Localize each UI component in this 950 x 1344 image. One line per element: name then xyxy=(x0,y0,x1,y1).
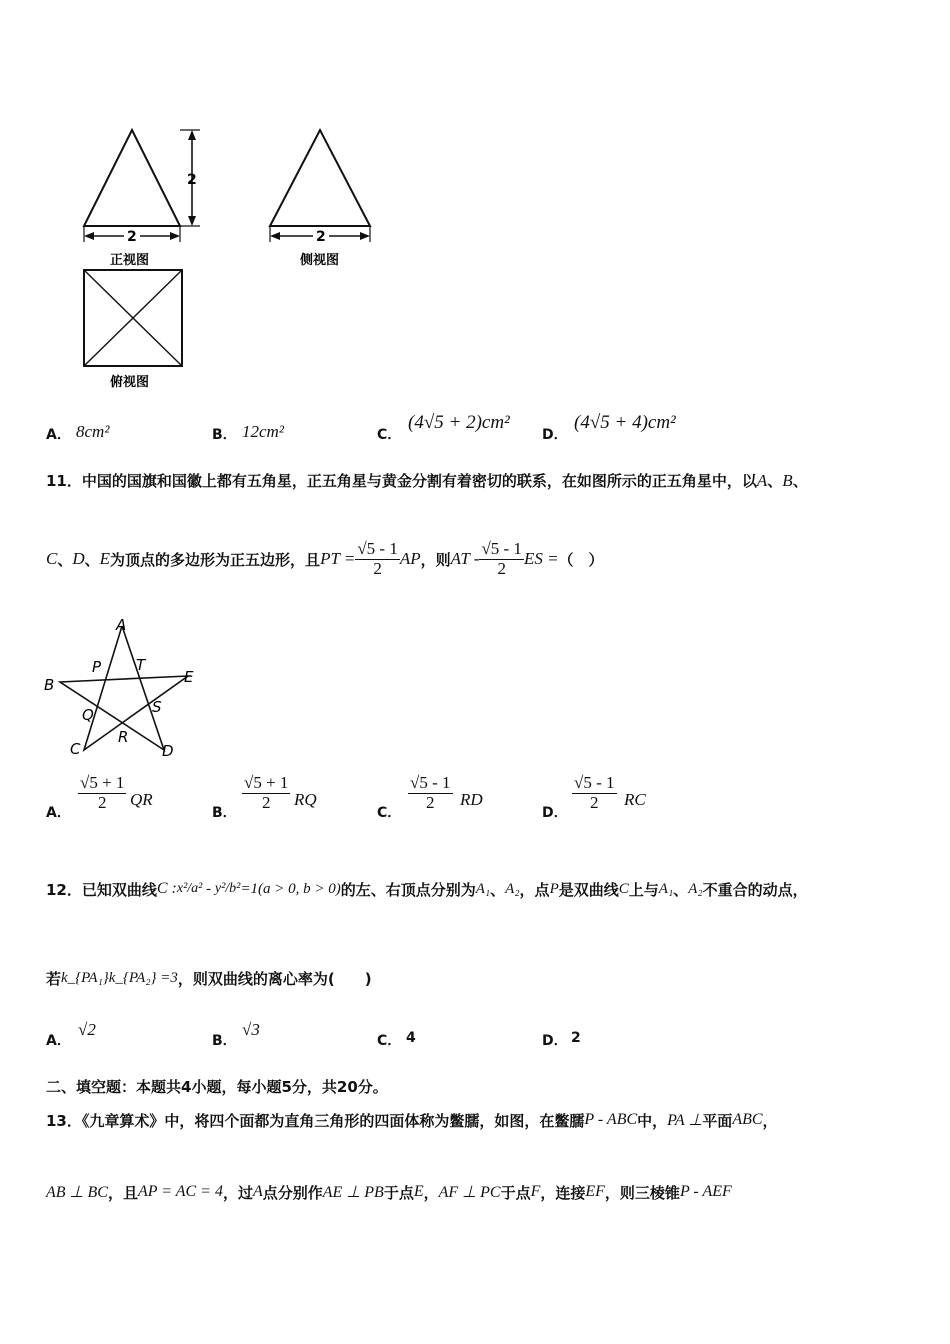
q12-option-b-label[interactable]: B． xyxy=(212,1033,237,1049)
q12-text5: 上与 xyxy=(628,880,659,899)
q12-line2 xyxy=(46,960,372,996)
q11-vec-rhs: ES = xyxy=(523,549,559,568)
q12-c: C xyxy=(618,880,629,897)
q13-text8: 于点 xyxy=(383,1183,414,1202)
q12-curve-name: C : xyxy=(156,880,177,897)
q12-a2b: A₂ xyxy=(688,880,703,897)
q11-option-a-vec: QR xyxy=(130,790,153,809)
star-label-s: S xyxy=(152,698,162,716)
q12-option-c-label[interactable]: C． xyxy=(377,1033,402,1049)
q11-option-d-label[interactable]: D． xyxy=(542,805,568,821)
q10-option-c-label[interactable]: C． xyxy=(377,427,402,443)
q12-p: P xyxy=(549,880,559,897)
q11-option-d-frac xyxy=(572,774,617,812)
star-label-c: C xyxy=(70,740,81,758)
q12-text6: 不重合的动点， xyxy=(702,880,808,899)
section-heading: 二、填空题：本题共4小题，每小题5分，共20分。 xyxy=(46,1078,388,1096)
q11-sep: 、 xyxy=(767,472,783,490)
q13-pa-perp: PA ⊥ xyxy=(667,1112,703,1129)
q10-option-c-value: (4√5 + 2)cm² xyxy=(408,412,510,433)
q11-point-b: B xyxy=(782,471,793,490)
q12-text2: 的左、右顶点分别为 xyxy=(340,880,476,899)
q11-line1 xyxy=(46,470,808,491)
q11-option-a-num: √5 + 1 xyxy=(80,773,125,792)
q11-vec-frac-num: √5 - 1 xyxy=(481,538,522,558)
q11-vec-fraction xyxy=(479,540,524,578)
pentagram-figure xyxy=(40,614,210,764)
q12-option-d-value: 2 xyxy=(571,1030,581,1046)
q12-option-a-label[interactable]: A． xyxy=(46,1033,71,1049)
q13-text1: 13．《九章算术》中，将四个面都为直角三角形的四面体称为鳖臑，如图，在鳖臑 xyxy=(46,1111,585,1130)
q10-option-b-label[interactable]: B． xyxy=(212,427,237,443)
q11-point-d: D xyxy=(72,549,85,568)
q13-f-point: F xyxy=(530,1183,541,1200)
q12-text4: 是双曲线 xyxy=(558,880,619,899)
q11-line2 xyxy=(46,534,604,584)
q11-option-b-vec: RQ xyxy=(294,790,317,809)
side-width-dimension: 2 xyxy=(316,229,326,245)
three-view-figure xyxy=(70,118,390,398)
q11-options xyxy=(46,770,906,826)
q13-text3: 平面 xyxy=(702,1111,733,1130)
q13-text2: 中， xyxy=(637,1111,668,1130)
front-view-label: 正视图 xyxy=(110,253,150,268)
star-label-e: E xyxy=(184,668,194,686)
q11-option-d-num: √5 - 1 xyxy=(574,773,615,792)
q13-ae-perp: AE ⊥ PB xyxy=(322,1184,384,1201)
q13-text10: 于点 xyxy=(500,1183,531,1202)
q13-text7: 点分别作 xyxy=(262,1183,323,1202)
q11-option-d-den: 2 xyxy=(590,792,599,812)
q10-options xyxy=(46,410,906,446)
q12-k-expr: k_{PA₁}k_{PA₂} =3 xyxy=(61,969,178,986)
q11-point-c: C xyxy=(46,549,58,568)
q10-option-d-label[interactable]: D． xyxy=(542,427,568,443)
q11-sep: 、 xyxy=(792,472,808,490)
star-label-p: P xyxy=(92,658,102,676)
q11-vec-lhs: AT - xyxy=(450,549,480,568)
q11-sep: 、 xyxy=(84,550,100,569)
q10-option-b-value: 12cm² xyxy=(242,422,284,441)
front-view-triangle xyxy=(84,130,180,226)
q11-option-a-frac xyxy=(78,774,126,812)
q11-option-c-num: √5 - 1 xyxy=(410,773,451,792)
q11-option-d-vec: RC xyxy=(624,790,646,809)
q13-text4: ， xyxy=(762,1111,778,1130)
q12-text1: 12．已知双曲线 xyxy=(46,880,157,899)
q11-point-e: E xyxy=(99,549,111,568)
q13-a-point: A xyxy=(252,1183,263,1200)
q13-paef: P - AEF xyxy=(679,1183,732,1200)
q11-option-b-num: √5 + 1 xyxy=(244,773,289,792)
q13-abc: ABC xyxy=(732,1111,763,1128)
q12-eq-tail: =1(a > 0, b > 0) xyxy=(240,880,341,897)
q11-frac-den: 2 xyxy=(373,558,382,578)
q11-option-b-frac xyxy=(242,774,290,812)
q11-golden-fraction xyxy=(355,540,400,578)
star-label-r: R xyxy=(118,728,129,746)
q11-vec-frac-den: 2 xyxy=(497,558,506,578)
q11-sep: 、 xyxy=(57,550,73,569)
q11-pt-eq-lhs: PT = xyxy=(320,549,356,568)
q11-pt-eq-rhs: AP xyxy=(399,549,421,568)
q13-text5: ，且 xyxy=(107,1183,138,1202)
q11-point-a: A xyxy=(756,471,768,490)
q12-text8: ，则双曲线的离心率为( ) xyxy=(177,969,372,988)
q12-a1: A₁ xyxy=(475,880,491,897)
q12-a1b: A₁ xyxy=(658,880,674,897)
q12-option-a-value: √2 xyxy=(78,1020,96,1039)
q12-options xyxy=(46,1014,906,1050)
q11-option-c-vec: RD xyxy=(460,790,483,809)
q11-option-b-den: 2 xyxy=(261,792,271,812)
side-view-triangle xyxy=(270,130,370,226)
q12-option-b-value: √3 xyxy=(242,1020,260,1039)
q11-text3: ，则 xyxy=(420,550,451,569)
q13-ef: EF xyxy=(585,1183,605,1200)
front-width-dimension: 2 xyxy=(127,229,137,245)
q11-option-b-label[interactable]: B． xyxy=(212,805,237,821)
q13-text9: ， xyxy=(423,1183,439,1202)
q11-stem-text: 11．中国的国旗和国徽上都有五角星，正五角星与黄金分割有着密切的联系，在如图所示的正五角星中，以 xyxy=(46,472,757,490)
q12-option-c-value: 4 xyxy=(406,1030,416,1046)
q11-option-c-label[interactable]: C． xyxy=(377,805,402,821)
q13-e-point: E xyxy=(413,1183,424,1200)
q11-option-a-den: 2 xyxy=(97,792,107,812)
q12-option-d-label[interactable]: D． xyxy=(542,1033,568,1049)
q12-text3: ，点 xyxy=(519,880,550,899)
q13-ap-eq: AP = AC = 4 xyxy=(137,1183,223,1200)
star-label-d: D xyxy=(162,742,174,760)
q11-answer-paren: （ ） xyxy=(558,550,604,569)
q13-text6: ，过 xyxy=(222,1183,253,1202)
q13-pabc: P - ABC xyxy=(584,1111,638,1128)
star-label-b: B xyxy=(44,676,55,694)
q11-option-c-den: 2 xyxy=(426,792,435,812)
star-label-a: A xyxy=(116,616,127,634)
q12-text7: 若 xyxy=(46,969,62,988)
star-label-q: Q xyxy=(82,706,94,724)
star-label-t: T xyxy=(136,656,146,674)
q12-y-term: y²/b² xyxy=(214,881,241,896)
q12-line1: 12．已知双曲线 C : x²/a² - y²/b² =1(a > 0, b > 0) 的左、右顶点分别为 A₁ 、 A₂ ，点 P 是双曲线 C 上与 A₁ 、 A₂ 不重合的动点， xyxy=(46,880,808,899)
q13-ab-perp: AB ⊥ BC xyxy=(46,1184,108,1201)
q11-option-c-frac xyxy=(408,774,453,812)
q13-line1 xyxy=(46,1100,778,1140)
q13-text11: ，连接 xyxy=(540,1183,586,1202)
q13-text12: ，则三棱锥 xyxy=(604,1183,680,1202)
side-view-label: 侧视图 xyxy=(300,253,340,268)
q10-option-a-label[interactable]: A． xyxy=(46,427,71,443)
q10-option-d-value: (4√5 + 4)cm² xyxy=(574,412,676,433)
q11-frac-num: √5 - 1 xyxy=(357,538,398,558)
q11-option-a-label[interactable]: A． xyxy=(46,805,71,821)
q12-x-term: x²/a² xyxy=(176,881,203,896)
height-dimension: 2 xyxy=(187,172,197,188)
q12-a2: A₂ xyxy=(505,880,520,897)
q13-af-perp: AF ⊥ PC xyxy=(438,1184,501,1201)
q11-text2: 为顶点的多边形为正五边形，且 xyxy=(110,550,321,569)
q10-option-a-value: 8cm² xyxy=(76,422,110,441)
top-view-label: 俯视图 xyxy=(110,375,150,390)
q13-line2 xyxy=(46,1172,732,1212)
